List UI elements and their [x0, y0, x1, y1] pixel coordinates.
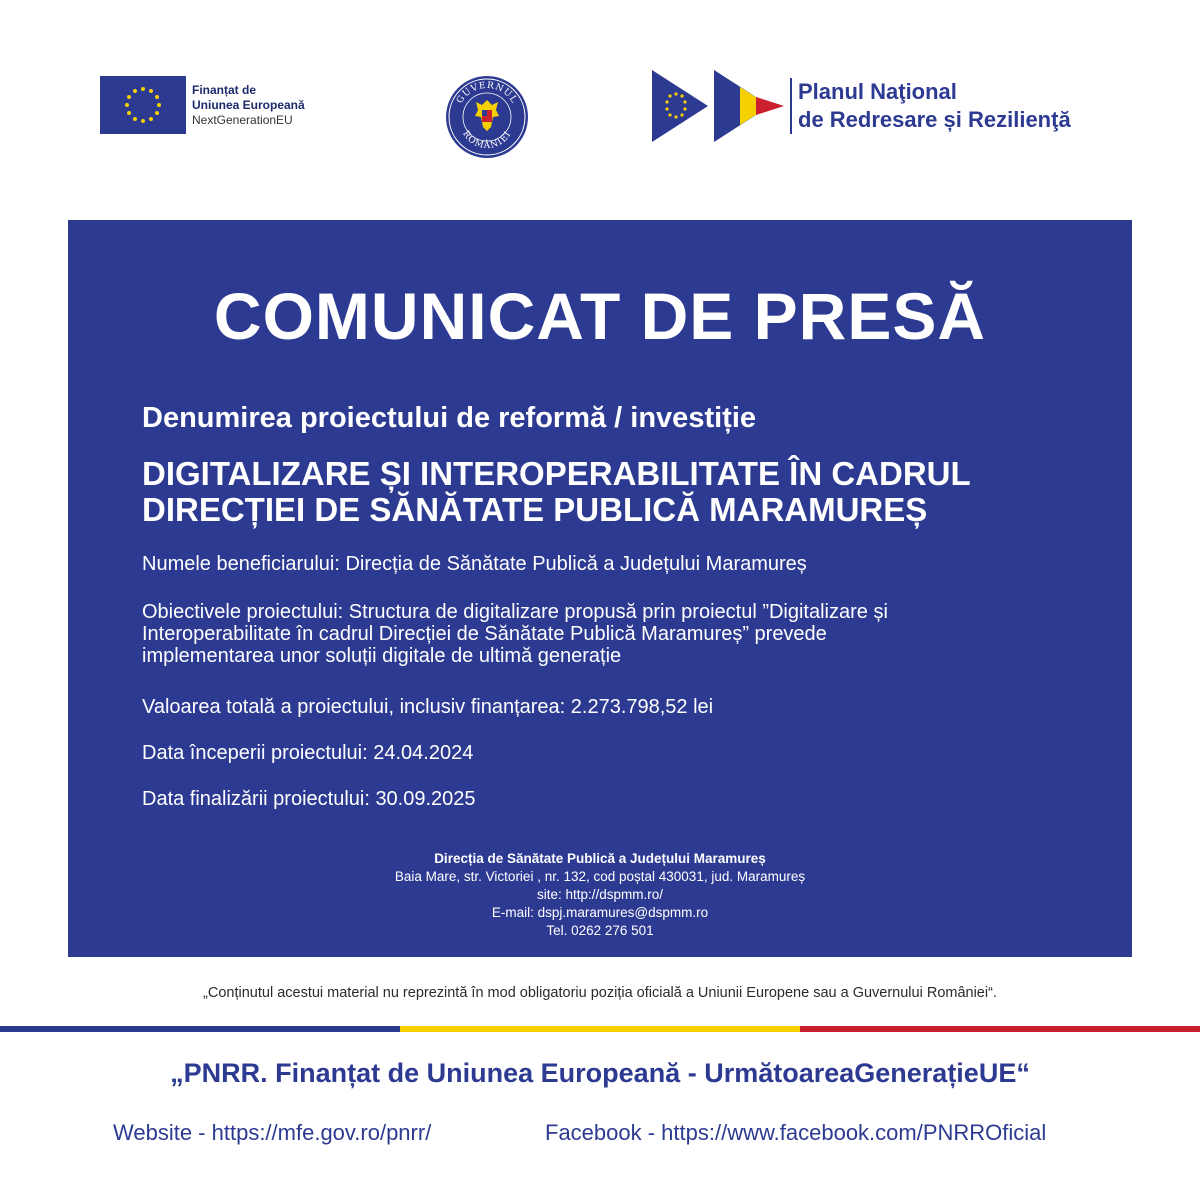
seal-bottom-text: ROMÂNIEI — [460, 129, 514, 152]
pnrr-text-line1: Planul Naţional — [798, 79, 957, 104]
facebook-link[interactable]: Facebook - https://www.facebook.com/PNRROficial — [545, 1120, 1047, 1145]
contact-email: E-mail: dspj.maramures@dspmm.ro — [491, 905, 709, 920]
pnrr-text — [790, 78, 1071, 134]
tricolor-stripe-blue — [0, 1026, 400, 1032]
objectives-line2: Interoperabilitate în cadrul Direcției de Sănătate Publică Maramureș” prevede — [142, 623, 827, 645]
beneficiary-text: Numele beneficiarului: Direcția de Sănătate Publică a Județului Maramureș — [142, 553, 807, 575]
project-name-line1: DIGITALIZARE ȘI INTEROPERABILITATE ÎN CADRUL — [142, 455, 971, 492]
contact-phone: Tel. 0262 276 501 — [546, 923, 654, 938]
end-date-text: Data finalizării proiectului: 30.09.2025 — [142, 788, 476, 810]
tricolor-stripe-yellow — [400, 1026, 800, 1032]
page-title: COMUNICAT DE PRESĂ — [213, 279, 987, 353]
pnrr-text-line2: de Redresare și Rezilienţă — [798, 107, 1071, 132]
contact-block — [0, 850, 1200, 940]
objectives-text — [142, 601, 1072, 667]
eu-text-line3: NextGenerationEU — [192, 112, 293, 127]
project-name-line2: DIRECȚIEI DE SĂNĂTATE PUBLICĂ MARAMUREȘ — [142, 491, 928, 528]
objectives-line1: Obiectivele proiectului: Structura de digitalizare propusă prin proiectul ”Digitalizare și — [142, 601, 888, 623]
objectives-line3: implementarea unor soluții digitale de ultimă generație — [142, 645, 622, 667]
eu-text-line2: Uniunea Europeană — [192, 97, 305, 112]
contact-org: Direcția de Sănătate Publică a Județului Maramureș — [434, 851, 766, 866]
website-link[interactable]: Website - https://mfe.gov.ro/pnrr/ — [113, 1120, 432, 1145]
tricolor-stripe-red — [800, 1026, 1200, 1032]
project-label: Denumirea proiectului de reformă / investiție — [142, 402, 756, 434]
pnrr-slogan: „PNRR. Finanțat de Uniunea Europeană - UrmătoareaGenerațieUE“ — [170, 1058, 1030, 1088]
pnrr-logo — [652, 70, 1071, 142]
seal-top-text: GUVERNUL — [455, 80, 519, 106]
eu-flag-icon — [100, 76, 186, 134]
government-seal-logo — [444, 74, 530, 160]
project-name — [142, 456, 1092, 528]
total-value-text: Valoarea totală a proiectului, inclusiv finanțarea: 2.273.798,52 lei — [142, 696, 714, 718]
contact-site: site: http://dspmm.ro/ — [536, 887, 664, 902]
eu-text-line1: Finanțat de — [192, 82, 257, 97]
eu-funding-text — [192, 83, 305, 128]
contact-address: Baia Mare, str. Victoriei , nr. 132, cod poștal 430031, jud. Maramureș — [394, 869, 806, 884]
pnrr-arrows-icon — [652, 70, 784, 142]
start-date-text: Data începerii proiectului: 24.04.2024 — [142, 742, 474, 764]
eu-funding-logo — [100, 76, 305, 134]
disclaimer-text: „Conținutul acestui material nu reprezintă în mod obligatoriu poziția oficială a Uniunii Europene sau a Guvernului României“. — [203, 985, 997, 1001]
